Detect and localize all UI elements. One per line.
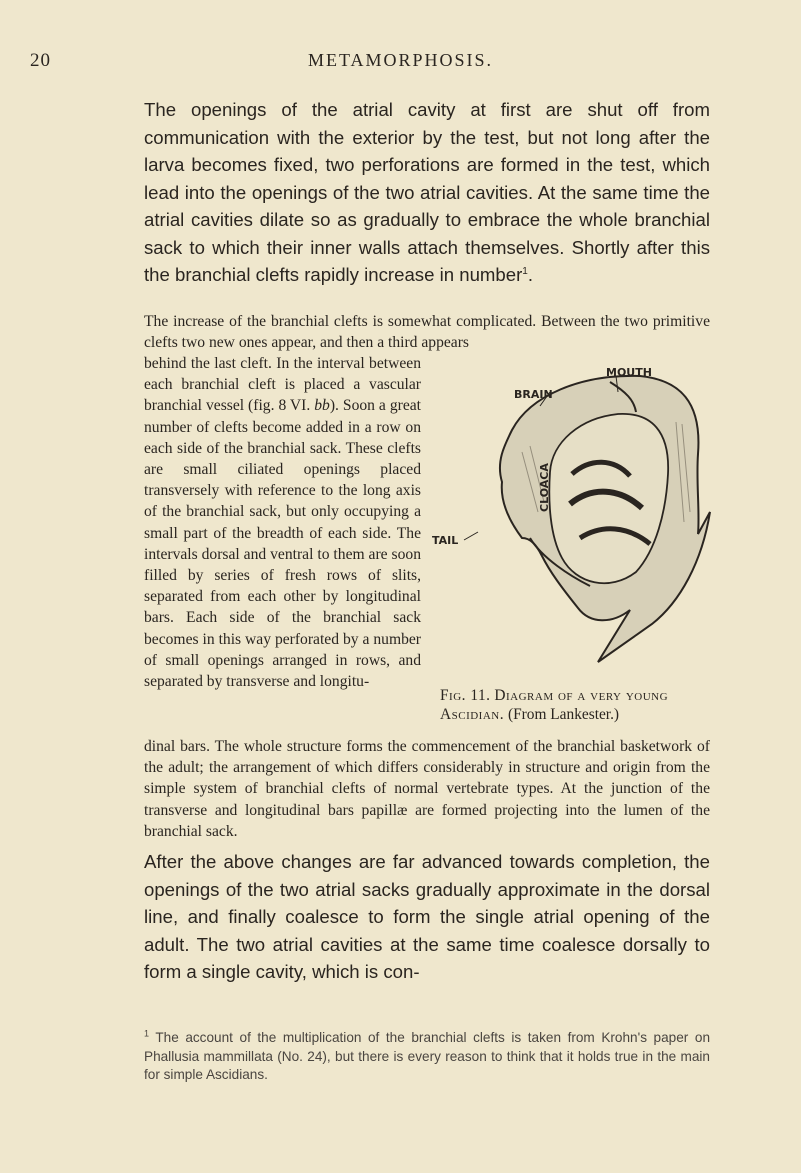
footnote-ref: 1 — [522, 265, 528, 277]
paragraph-1 — [144, 96, 710, 289]
page-header — [30, 50, 771, 80]
figure-caption — [440, 686, 730, 724]
paragraph-3: After the above changes are far advanced towards completion, the openings of the two atrial sacks gradually approximate in the dorsal line, and finally coalesce to form the single atrial opening of the adult. The two atrial cavities at the same time coalesce dorsally to form a single cavity, which is con- — [144, 851, 710, 982]
paragraph-1-text: The openings of the atrial cavity at first are shut off from communication with the exterior by the test, but not long after the larva becomes fixed, two perforations are formed in the test, which lead into the openings of the two atrial cavities. At the same time the atrial cavities dilate so as gradually to embrace the whole branchial sack to which their inner walls attach themselves. Shortly after this the branchial clefts rapidly increase in number — [144, 99, 710, 285]
label-tail: TAIL — [432, 534, 459, 547]
paragraph-2-top: The increase of the branchial clefts is somewhat complicated. Between the two primitive clefts two new ones appear, and then a third appears — [144, 313, 710, 352]
footnote-mark: 1 — [144, 1028, 150, 1039]
paragraph-2-wrapped-a: behind the last cleft. In the interval between each branchial cleft is placed a vascular branchial vessel (fig. 8 VI. — [144, 355, 421, 415]
caption-title: Diagram of a very young Ascidian. — [440, 687, 669, 723]
label-brain: BRAIN — [514, 388, 553, 401]
footnote-text: The account of the multiplication of the branchial clefts is taken from Krohn's paper on Phallusia mammillata (No. 24), but there is every reason to think that it holds true in the main for simple Ascidians. — [144, 1030, 710, 1082]
paragraph-2-italic-ref: bb — [314, 397, 330, 415]
tail-leader — [464, 532, 478, 540]
figure-11 — [430, 362, 730, 672]
paragraph-2-wrapped — [144, 353, 421, 692]
paragraph-1-end: . — [527, 264, 534, 285]
label-mouth: MOUTH — [606, 366, 652, 379]
paragraph-2-wrapped-b: ). Soon a great number of clefts become added in a row on each side of the branchial sack. These clefts are small ciliated openings placed transversely with reference to the long axis of the branchial sack, but only occupying a small part of the breadth of each side. The intervals dorsal and ventral to them are soon filled by series of fresh rows of slits, separated from each other by longitudinal bars. Each side of the branchial sack becomes in this way perforated by a number of small openings arranged in rows, and separated by transverse and longitu- — [144, 397, 421, 691]
running-head: METAMORPHOSIS. — [307, 50, 494, 70]
page-number: 20 — [30, 50, 51, 71]
caption-fig-number: Fig. 11. — [440, 687, 491, 704]
paragraph-2-bottom: dinal bars. The whole structure forms the commencement of the branchial basketwork of the adult; the arrangement of which differs considerably in structure and origin from the simple system of branchial clefts of normal vertebrate types. At the junction of the transverse and longitudinal bars papillæ are formed projecting into the lumen of the branchial sack. — [144, 738, 710, 840]
caption-source: (From Lankester.) — [507, 706, 620, 723]
ascidian-diagram — [430, 362, 730, 672]
label-cloaca: CLOACA — [538, 463, 551, 512]
footnote — [144, 1029, 710, 1085]
